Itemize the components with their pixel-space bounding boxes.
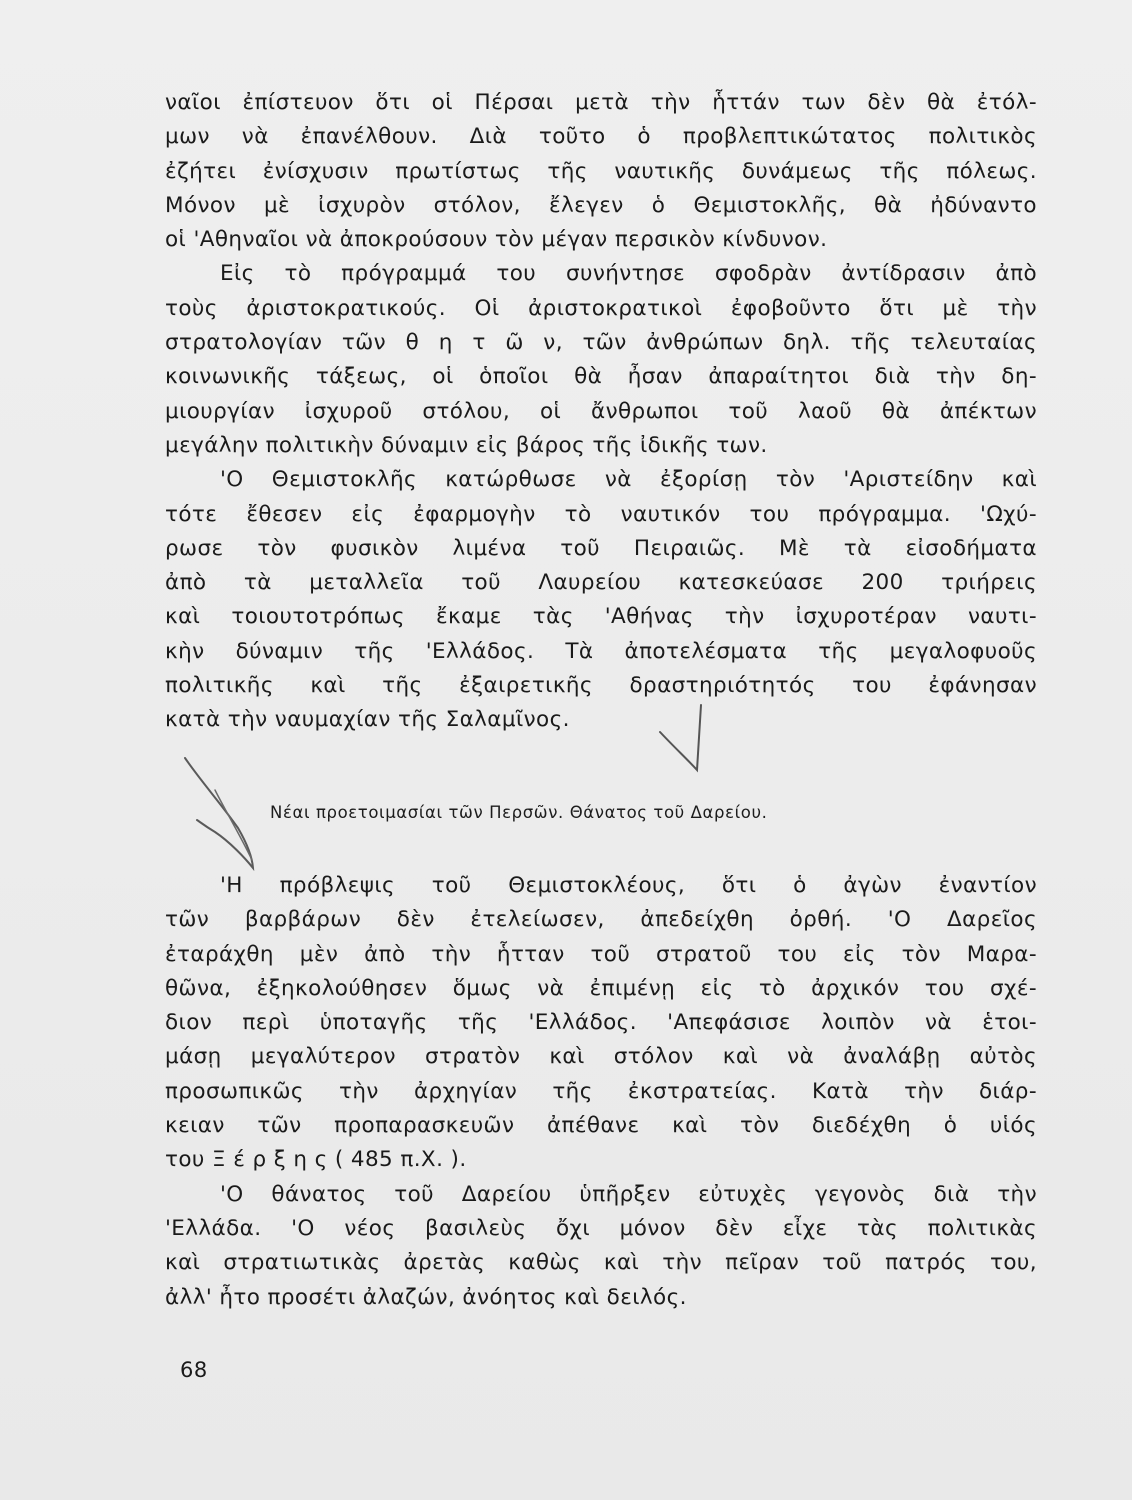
upper-text-line: τότε ἔθεσεν εἰς ἐφαρμογὴν τὸ ναυτικόν του πρόγραμμα. 'Ωχύ- [165,501,1037,527]
lower-text-line: διον περὶ ὑποταγῆς τῆς 'Ελλάδος. 'Απεφάσισε λοιπὸν νὰ ἑτοι- [165,1010,1037,1036]
upper-text-line: κατὰ τὴν ναυμαχίαν τῆς Σαλαμῖνος. [165,707,570,733]
lower-text-line: τῶν βαρβάρων δὲν ἐτελείωσεν, ἀπεδείχθη ὀρθή. 'Ο Δαρεῖος [165,907,1037,933]
upper-text-line: ναῖοι ἐπίστευον ὅτι οἱ Πέρσαι μετὰ τὴν ἧττάν των δὲν θὰ ἐτόλ- [165,90,1037,115]
upper-text-line: μιουργίαν ἰσχυροῦ στόλου, οἱ ἄνθρωποι τοῦ λαοῦ θὰ ἀπέκτων [165,398,1037,424]
upper-text-line: ἐζήτει ἐνίσχυσιν πρωτίστως τῆς ναυτικῆς δυνάμεως τῆς πόλεως. [165,158,1037,184]
upper-text-line: πολιτικῆς καὶ τῆς ἐξαιρετικῆς δραστηριότητός του ἐφάνησαν [165,673,1037,699]
lower-text-line: προσωπικῶς τὴν ἀρχηγίαν τῆς ἐκστρατείας. Κατὰ τὴν διάρ- [165,1078,1037,1104]
lower-text-line: μάσῃ μεγαλύτερον στρατὸν καὶ στόλον καὶ νὰ ἀναλάβῃ αὐτὸς [165,1044,1037,1070]
upper-text-line: κὴν δύναμιν τῆς 'Ελλάδος. Τὰ ἀποτελέσματα τῆς μεγαλοφυοῦς [165,638,1037,664]
lower-text-line: ἀλλ' ἦτο προσέτι ἀλαζών, ἀνόητος καὶ δειλός. [165,1284,687,1310]
pencil-stroke-extra [215,790,252,860]
lower-text-line: καὶ στρατιωτικὰς ἀρετὰς καθὼς καὶ τὴν πεῖραν τοῦ πατρός του, [165,1250,1037,1276]
upper-text-line: Μόνον μὲ ἰσχυρὸν στόλον, ἔλεγεν ὁ Θεμιστοκλῆς, θὰ ἠδύναντο [165,192,1037,218]
lower-text-line: ἐταράχθη μὲν ἀπὸ τὴν ἧτταν τοῦ στρατοῦ του εἰς τὸν Μαρα- [165,941,1037,967]
upper-text-line: κοινωνικῆς τάξεως, οἱ ὁποῖοι θὰ ἦσαν ἀπαραίτητοι διὰ τὴν δη- [165,364,1037,390]
lower-text-line: 'Η πρόβλεψις τοῦ Θεμιστοκλέους, ὅτι ὁ ἀγὼν ἐναντίον [220,873,1037,898]
text-block-lower [165,869,1037,1315]
upper-text-line: στρατολογίαν τῶν θ η τ ῶ ν, τῶν ἀνθρώπων δηλ. τῆς τελευταίας [165,330,1037,356]
lower-text-line: 'Ελλάδα. 'Ο νέος βασιλεὺς ὄχι μόνον δὲν εἶχε τὰς πολιτικὰς [165,1215,1037,1241]
pencil-check-mark-left [185,758,253,868]
upper-text-line: ρωσε τὸν φυσικὸν λιμένα τοῦ Πειραιῶς. Μὲ τὰ εἰσοδήματα [165,535,1037,561]
lower-text-line: κειαν τῶν προπαρασκευῶν ἀπέθανε καὶ τὸν διεδέχθη ὁ υἱός [165,1113,1037,1139]
upper-text-line: καὶ τοιουτοτρόπως ἔκαμε τὰς 'Αθήνας τὴν ἰσχυροτέραν ναυτι- [165,604,1037,630]
upper-text-line: μεγάλην πολιτικὴν δύναμιν εἰς βάρος τῆς ἰδικῆς των. [165,432,768,458]
lower-text-line: του Ξ έ ρ ξ η ς ( 485 π.Χ. ). [165,1147,467,1173]
upper-text-line: 'Ο Θεμιστοκλῆς κατώρθωσε νὰ ἐξορίσῃ τὸν 'Αριστείδην καὶ [220,467,1037,493]
upper-text-line: οἱ 'Αθηναῖοι νὰ ἀποκρούσουν τὸν μέγαν περσικὸν κίνδυνον. [165,227,828,253]
upper-text-line: Εἰς τὸ πρόγραμμά του συνήντησε σφοδρὰν ἀντίδρασιν ἀπὸ [220,261,1037,287]
lower-text-line: θῶνα, ἐξηκολούθησεν ὅμως νὰ ἐπιμένῃ εἰς τὸ ἀρχικόν του σχέ- [165,975,1037,1001]
page-number: 68 [180,1358,208,1382]
upper-text-line: μων νὰ ἐπανέλθουν. Διὰ τοῦτο ὁ προβλεπτικώτατος πολιτικὸς [165,124,1037,150]
upper-text-line: ἀπὸ τὰ μεταλλεῖα τοῦ Λαυρείου κατεσκεύασε 200 τριήρεις [165,570,1037,596]
section-heading: Νέαι προετοιμασίαι τῶν Περσῶν. Θάνατος τοῦ Δαρείου. [270,803,768,822]
lower-text-line: 'Ο θάνατος τοῦ Δαρείου ὑπῆρξεν εὐτυχὲς γεγονὸς διὰ τὴν [220,1181,1037,1207]
text-block-upper [165,86,1037,738]
upper-text-line: τοὺς ἀριστοκρατικούς. Οἱ ἀριστοκρατικοὶ ἐφοβοῦντο ὅτι μὲ τὴν [165,295,1037,321]
